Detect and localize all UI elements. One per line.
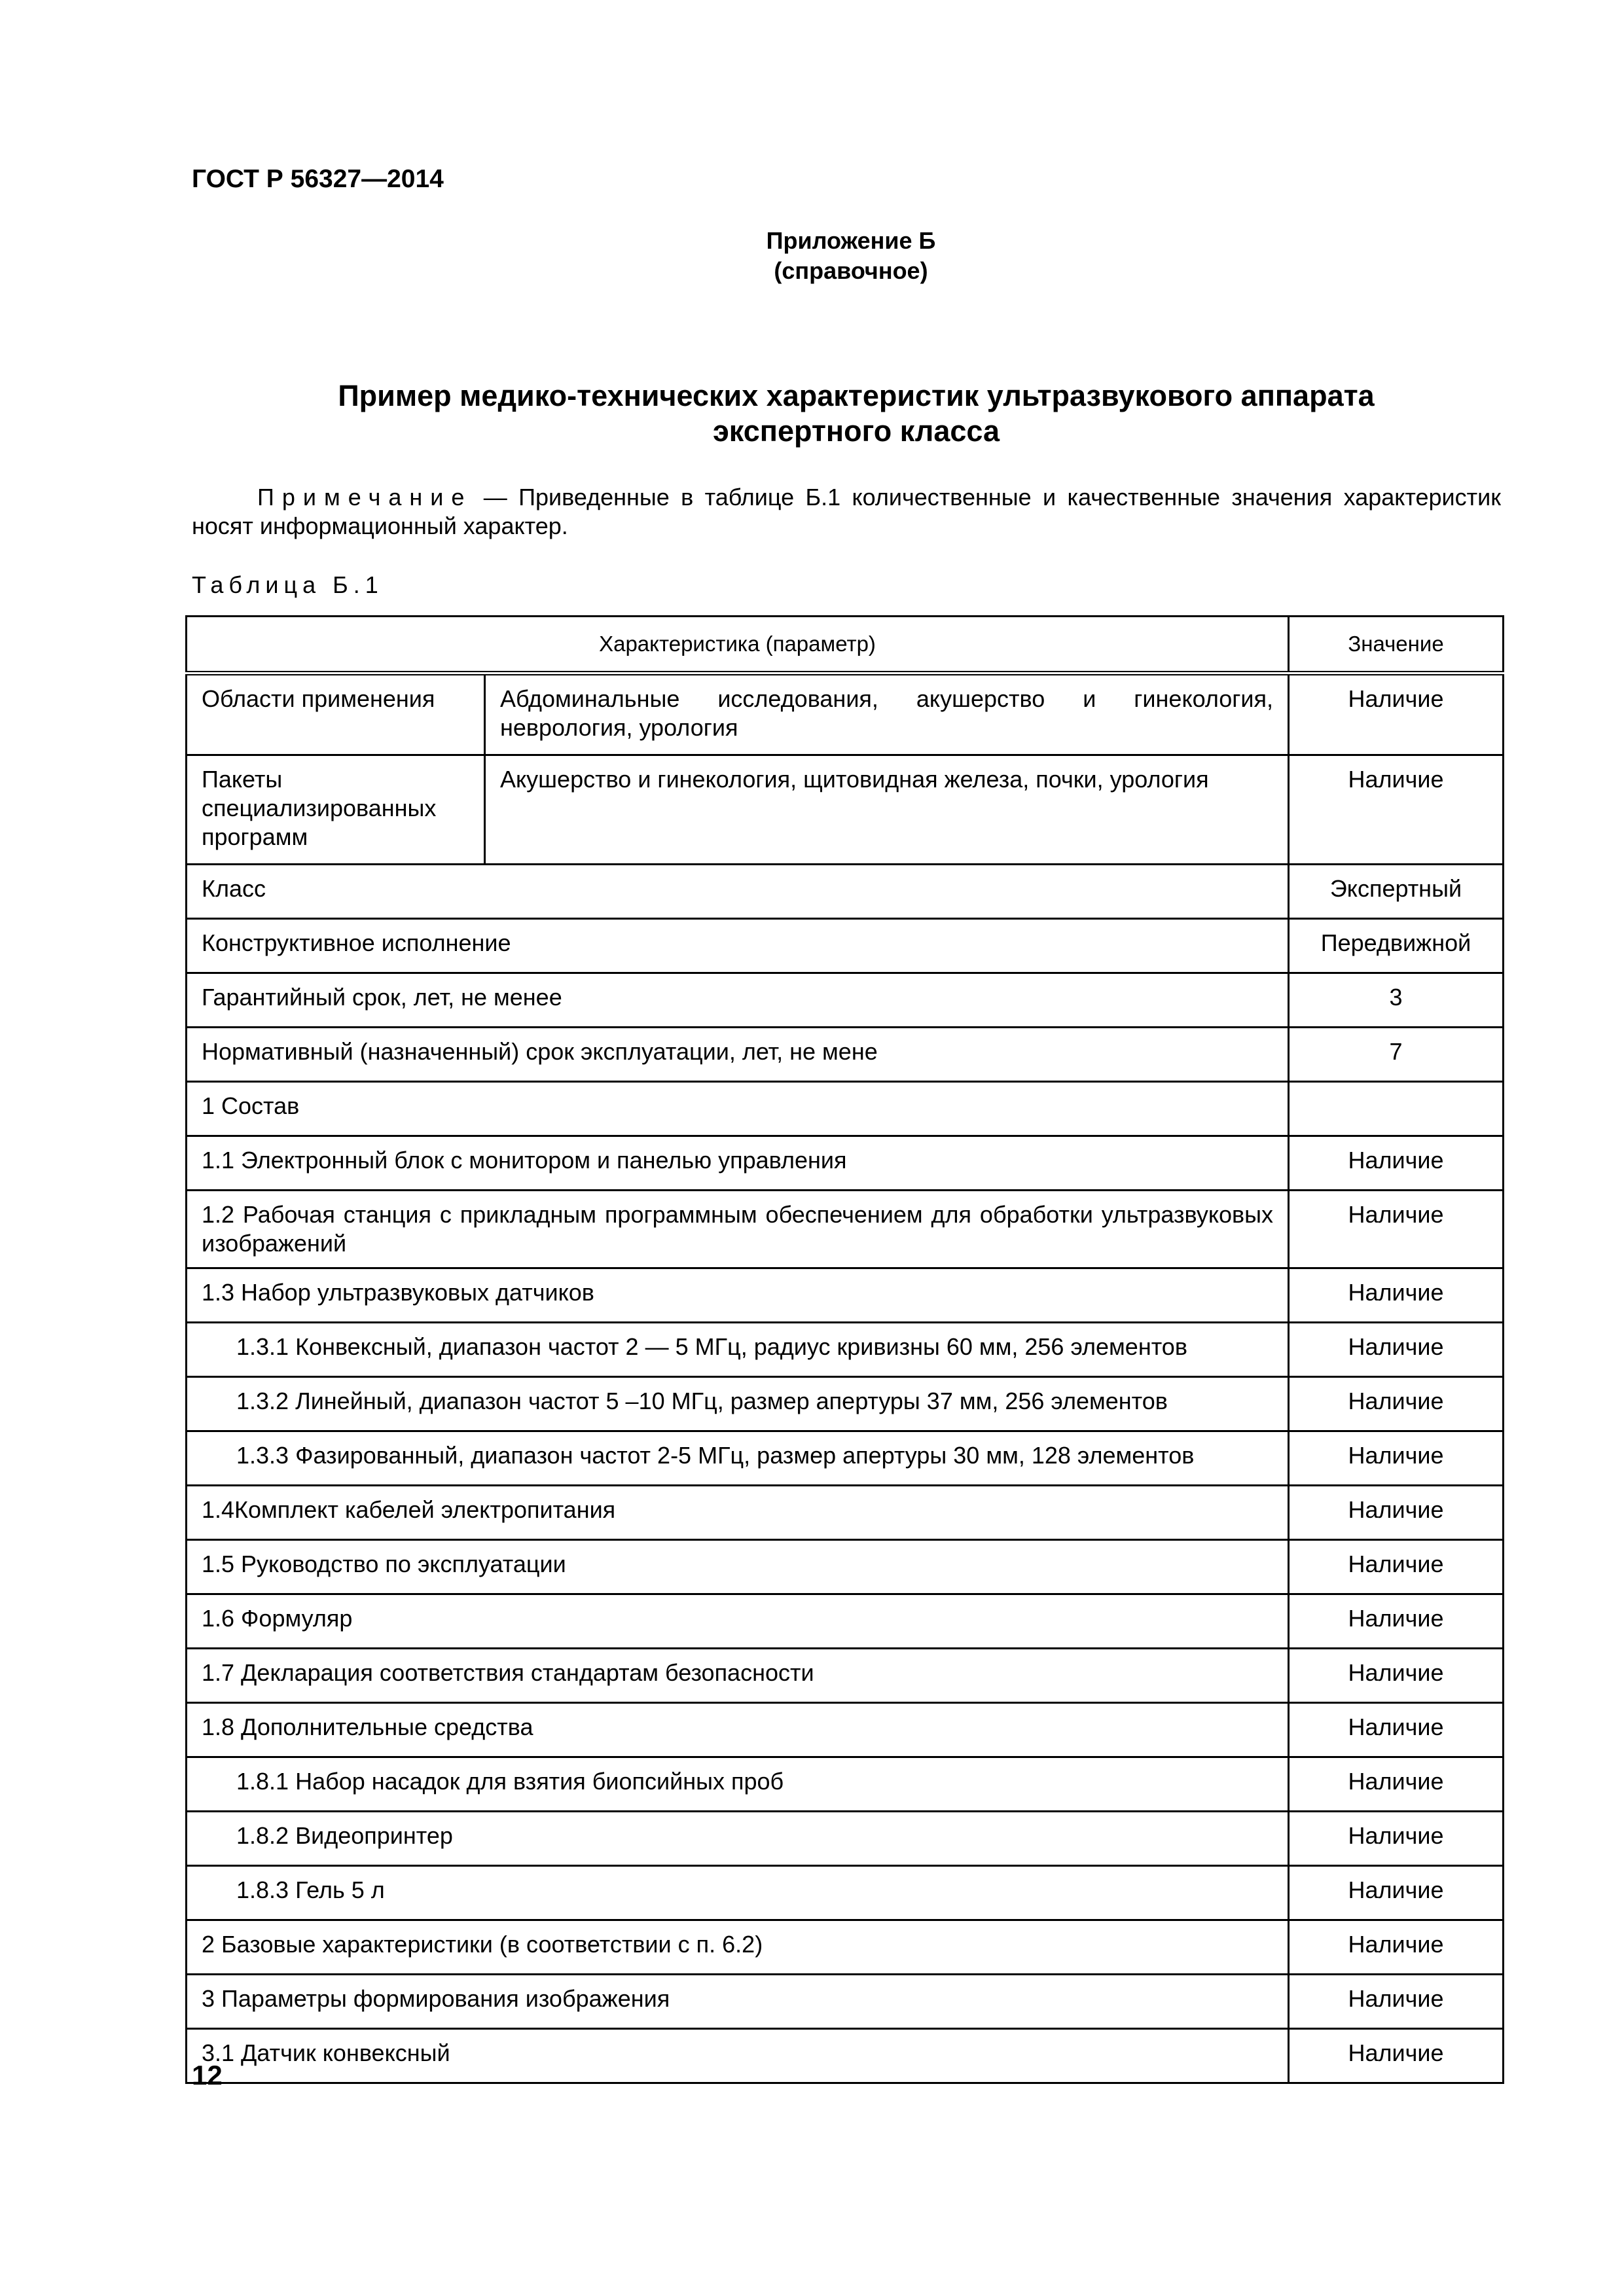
row-value: Передвижной [1289, 919, 1504, 973]
row-detail: Абдоминальные исследования, акушерство и гинекология, неврология, урология [485, 673, 1289, 755]
note-text: — Приведенные в таблице Б.1 количественные и качественные значения характеристик носят информационный характер. [192, 484, 1501, 539]
row-value: Наличие [1289, 1812, 1504, 1866]
row-value: 3 [1289, 973, 1504, 1028]
characteristics-table [185, 615, 1504, 2084]
table-row [187, 1594, 1504, 1649]
row-param: 1.5 Руководство по эксплуатации [187, 1540, 1289, 1594]
row-value: Экспертный [1289, 865, 1504, 919]
row-value: Наличие [1289, 1540, 1504, 1594]
note-paragraph [192, 483, 1501, 541]
row-param: 1.8.3 Гель 5 л [187, 1866, 1289, 1920]
row-param: 1.7 Декларация соответствия стандартам безопасности [187, 1649, 1289, 1703]
row-value: Наличие [1289, 1191, 1504, 1268]
page-title-line-1: Пример медико-технических характеристик ультразвукового аппарата [338, 379, 1375, 412]
table-row [187, 1540, 1504, 1594]
row-param: Гарантийный срок, лет, не менее [187, 973, 1289, 1028]
table-row [187, 1191, 1504, 1268]
row-value: Наличие [1289, 1377, 1504, 1431]
row-param: Конструктивное исполнение [187, 919, 1289, 973]
row-param: 1.3.3 Фазированный, диапазон частот 2-5 МГц, размер апертуры 30 мм, 128 элементов [187, 1431, 1289, 1486]
table-row [187, 865, 1504, 919]
row-value: Наличие [1289, 1703, 1504, 1757]
header-value: Значение [1289, 617, 1504, 673]
table-row [187, 673, 1504, 755]
row-value: Наличие [1289, 755, 1504, 865]
table-row [187, 1268, 1504, 1323]
page-title [192, 378, 1521, 449]
row-value: Наличие [1289, 1757, 1504, 1812]
table-row [187, 1812, 1504, 1866]
row-value: 7 [1289, 1028, 1504, 1082]
row-param: 1.1 Электронный блок с монитором и панелью управления [187, 1136, 1289, 1191]
table-row [187, 1082, 1504, 1136]
row-param: 1.8 Дополнительные средства [187, 1703, 1289, 1757]
document-code: ГОСТ Р 56327—2014 [192, 165, 444, 193]
table-row [187, 2029, 1504, 2083]
row-param: 1 Состав [187, 1082, 1289, 1136]
row-param: 3.1 Датчик конвексный [187, 2029, 1289, 2083]
row-value: Наличие [1289, 1431, 1504, 1486]
table-row [187, 1866, 1504, 1920]
table-row [187, 1920, 1504, 1975]
table-row [187, 1757, 1504, 1812]
table-row [187, 1377, 1504, 1431]
table-row [187, 1975, 1504, 2029]
row-value: Наличие [1289, 1486, 1504, 1540]
header-param: Характеристика (параметр) [187, 617, 1289, 673]
table-row [187, 1136, 1504, 1191]
row-value: Наличие [1289, 1866, 1504, 1920]
row-param: Класс [187, 865, 1289, 919]
row-value: Наличие [1289, 1594, 1504, 1649]
row-value: Наличие [1289, 2029, 1504, 2083]
row-label: Области применения [187, 673, 485, 755]
appendix-subtitle: (справочное) [774, 257, 928, 284]
table-row [187, 755, 1504, 865]
row-param: 1.3.1 Конвексный, диапазон частот 2 — 5 МГц, радиус кривизны 60 мм, 256 элементов [187, 1323, 1289, 1377]
row-value: Наличие [1289, 1136, 1504, 1191]
row-param: Нормативный (назначенный) срок эксплуатации, лет, не мене [187, 1028, 1289, 1082]
table-header-row [187, 617, 1504, 673]
row-param: 1.3 Набор ультразвуковых датчиков [187, 1268, 1289, 1323]
row-detail: Акушерство и гинекология, щитовидная железа, почки, урология [485, 755, 1289, 865]
row-param: 1.2 Рабочая станция с прикладным программным обеспечением для обработки ультразвуковых изображений [187, 1191, 1289, 1268]
table-row [187, 973, 1504, 1028]
table-row [187, 919, 1504, 973]
row-param: 3 Параметры формирования изображения [187, 1975, 1289, 2029]
note-label: Примечание [257, 484, 473, 511]
row-param: 2 Базовые характеристики (в соответствии с п. 6.2) [187, 1920, 1289, 1975]
row-label: Пакеты специализированных программ [187, 755, 485, 865]
page-title-line-2: экспертного класса [712, 414, 1000, 448]
row-param: 1.8.2 Видеопринтер [187, 1812, 1289, 1866]
row-value: Наличие [1289, 673, 1504, 755]
table-row [187, 1649, 1504, 1703]
table-row [187, 1703, 1504, 1757]
row-param: 1.8.1 Набор насадок для взятия биопсийных проб [187, 1757, 1289, 1812]
row-value: Наличие [1289, 1323, 1504, 1377]
row-param: 1.4Комплект кабелей электропитания [187, 1486, 1289, 1540]
row-param: 1.6 Формуляр [187, 1594, 1289, 1649]
table-row [187, 1486, 1504, 1540]
row-value [1289, 1082, 1504, 1136]
table-row [187, 1323, 1504, 1377]
row-value: Наличие [1289, 1975, 1504, 2029]
row-value: Наличие [1289, 1649, 1504, 1703]
table-caption: Таблица Б.1 [192, 571, 384, 598]
row-value: Наличие [1289, 1268, 1504, 1323]
appendix-title: Приложение Б [766, 227, 936, 254]
row-param: 1.3.2 Линейный, диапазон частот 5 –10 МГц, размер апертуры 37 мм, 256 элементов [187, 1377, 1289, 1431]
table-row [187, 1431, 1504, 1486]
table-row [187, 1028, 1504, 1082]
page-number: 12 [192, 2060, 223, 2090]
row-value: Наличие [1289, 1920, 1504, 1975]
